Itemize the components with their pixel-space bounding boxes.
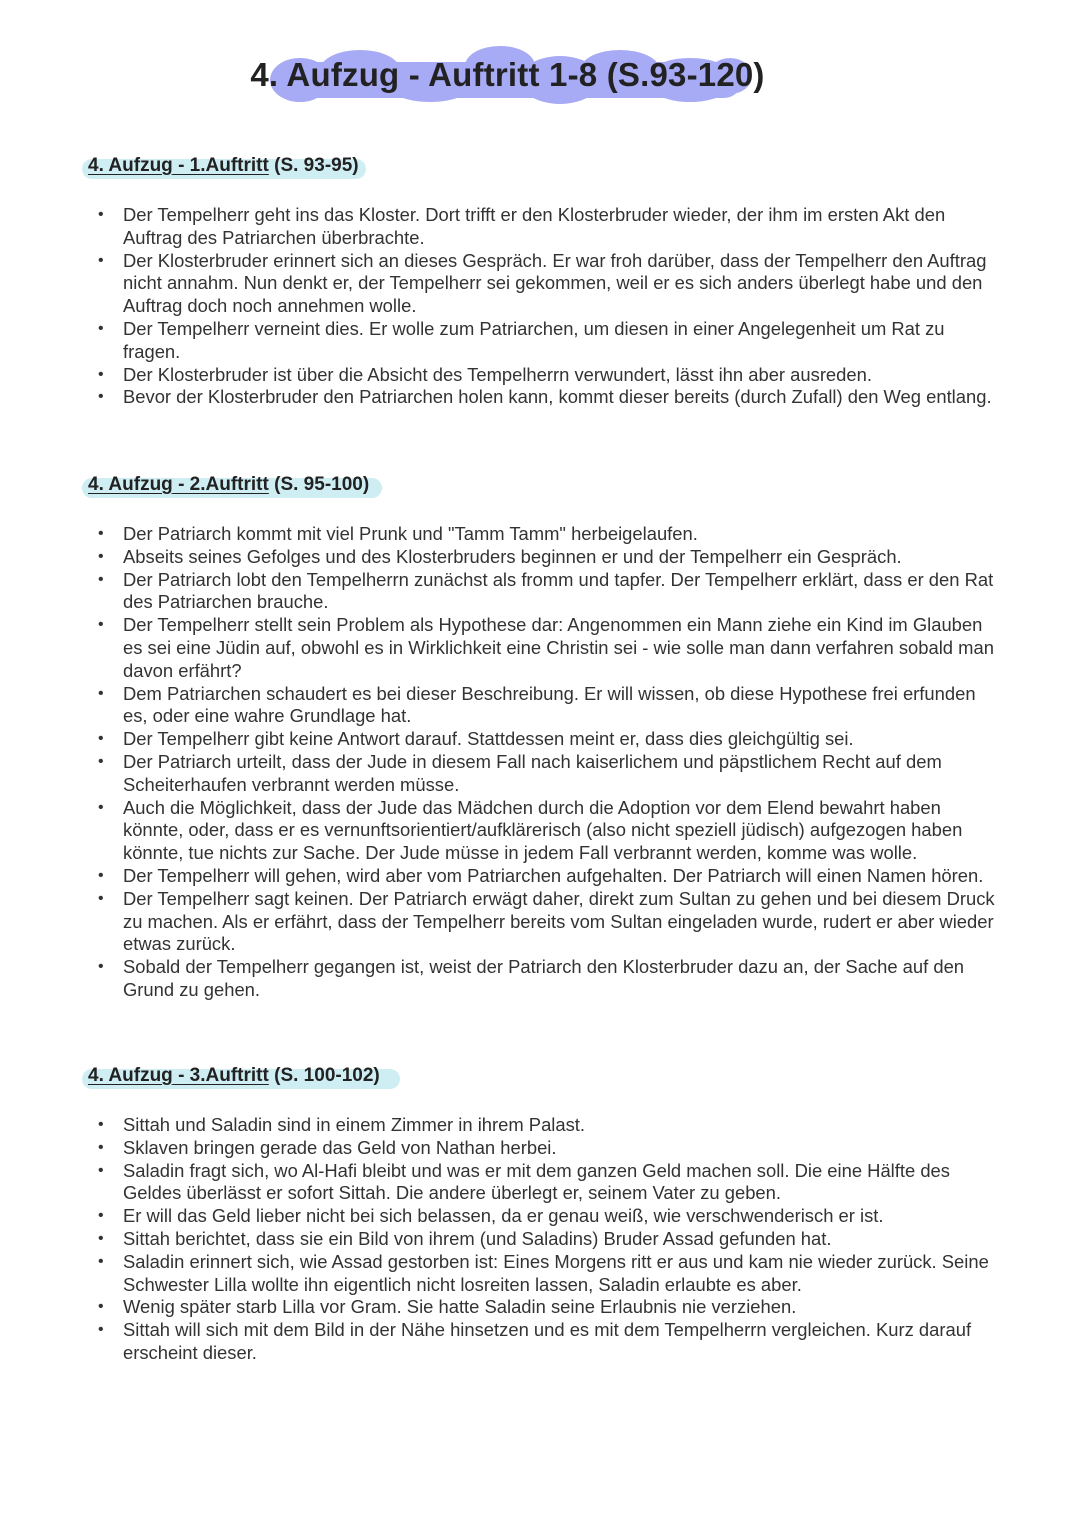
heading-part-aufzug: 4. Aufzug [88, 1065, 173, 1086]
list-item: • Der Patriarch kommt mit viel Prunk und "Tamm Tamm" herbeigelaufen. [98, 523, 698, 544]
bullet-dot: • [98, 547, 104, 565]
heading-part-auftritt: - 2.Auftritt [172, 474, 269, 495]
section-heading [82, 474, 1080, 506]
heading-part-aufzug: 4. Aufzug [88, 474, 173, 495]
bullet-list [0, 204, 1080, 409]
bullet-dot: • [98, 798, 104, 816]
bullet-dot: • [98, 616, 104, 634]
section-heading [82, 1065, 1080, 1097]
bullet-dot: • [98, 206, 104, 223]
bullet-dot: • [98, 1161, 104, 1179]
list-item: • Der Tempelherr stellt sein Problem als Hypothese dar: Angenommen ein Mann ziehe ein Kind im Glauben es sei eine Jüdin auf, obwohl es in Wirklichkeit eine Christin sei - wie solle man dann verfahren sobald man davon erfährt? [98, 614, 994, 681]
heading-part-aufzug: 4. Aufzug [88, 155, 173, 176]
section-auftritt-2 [0, 474, 1080, 1002]
bullet-list [0, 523, 1080, 1002]
bullet-dot: • [98, 319, 104, 337]
bullet-dot: • [98, 1207, 104, 1225]
list-item: • Dem Patriarchen schaudert es bei dieser Beschreibung. Er will wissen, ob diese Hypothese frei erfunden es, oder eine wahre Grundlage hat. [98, 682, 976, 727]
page-title: 4. Aufzug - Auftritt 1-8 (S.93-120) [250, 56, 765, 93]
bullet-dot: • [98, 1138, 104, 1156]
list-item: • Saladin fragt sich, wo Al-Hafi bleibt und was er mit dem ganzen Geld machen soll. Die eine Hälfte des Geldes überlässt er sofort Sittah. Die andere überlegt er, seinem Vater zu geben. [98, 1159, 950, 1204]
heading-part-pages: (S. 93-95) [268, 155, 359, 176]
list-item: • Sittah berichtet, dass sie ein Bild von ihrem (und Saladins) Bruder Assad gefunden hat. [98, 1227, 832, 1249]
bullet-dot: • [98, 1321, 104, 1339]
heading-part-auftritt: - 3.Auftritt [172, 1065, 269, 1086]
list-item: • Der Tempelherr geht ins das Kloster. Dort trifft er den Klosterbruder wieder, der ihm im ersten Akt den Auftrag des Patriarchen überbrachte. [98, 204, 946, 248]
list-item: • Sittah und Saladin sind in einem Zimmer in ihrem Palast. [98, 1114, 586, 1135]
list-item: • Der Tempelherr verneint dies. Er wolle zum Patriarchen, um diesen in einer Angelegenheit um Rat zu fragen. [98, 317, 945, 362]
list-item: • Der Tempelherr sagt keinen. Der Patriarch erwägt daher, direkt zum Sultan zu gehen und bei diesem Druck zu machen. Als er erfährt, dass der Tempelherr bereits vom Sultan eingeladen wurde, rudert er aber wieder etwas zurück. [98, 887, 995, 955]
bullet-dot: • [98, 889, 104, 907]
bullet-dot: • [98, 525, 104, 542]
bullet-dot: • [98, 1252, 104, 1270]
list-item: • Der Klosterbruder erinnert sich an dieses Gespräch. Er war froh darüber, dass der Tempelherr den Auftrag nicht annahm. Nun denkt er, der Tempelherr sei gekommen, weil er es sich anders überlegt habe und den Auftrag doch noch annehmen wolle. [98, 249, 987, 317]
title-block [0, 40, 1080, 115]
heading-part-auftritt: - 1.Auftritt [172, 155, 269, 176]
list-item: • Der Tempelherr will gehen, wird aber vom Patriarchen aufgehalten. Der Patriarch will einen Namen hören. [98, 864, 984, 886]
list-item: • Bevor der Klosterbruder den Patriarchen holen kann, kommt dieser bereits (durch Zufall) den Weg entlang. [98, 386, 992, 408]
list-item: • Der Tempelherr gibt keine Antwort darauf. Stattdessen meint er, dass dies gleichgültig sei. [98, 728, 854, 750]
heading-part-pages: (S. 95-100) [268, 474, 370, 495]
list-item: • Auch die Möglichkeit, dass der Jude das Mädchen durch die Adoption vor dem Elend bewahrt haben könnte, oder, dass er es vernunftsorientiert/aufklärerisch (also nicht speziell jüdisch) aufgezogen haben könnte, tue nichts zur Sache. Der Jude müsse in jedem Fall verbrannt werden, komme was wolle. [98, 796, 963, 864]
section-auftritt-3 [0, 1065, 1080, 1365]
list-item: • Sittah will sich mit dem Bild in der Nähe hinsetzen und es mit dem Tempelherrn vergleichen. Kurz darauf erscheint dieser. [98, 1319, 972, 1363]
list-item: • Abseits seines Gefolges und des Klosterbruders beginnen er und der Tempelherr ein Gespräch. [98, 545, 902, 567]
list-item: • Der Patriarch lobt den Tempelherrn zunächst als fromm und tapfer. Der Tempelherr erklärt, dass er den Rat des Patriarchen brauche. [98, 568, 994, 613]
bullet-dot: • [98, 866, 104, 884]
bullet-dot: • [98, 1116, 104, 1133]
bullet-dot: • [98, 958, 104, 976]
bullet-dot: • [98, 752, 104, 770]
bullet-dot: • [98, 388, 104, 406]
section-auftritt-1 [0, 155, 1080, 409]
list-item: • Der Patriarch urteilt, dass der Jude in diesem Fall nach kaiserlichem und päpstlichem Recht auf dem Scheiterhaufen verbrannt werden müsse. [98, 750, 942, 795]
list-item: • Wenig später starb Lilla vor Gram. Sie hatte Saladin seine Erlaubnis nie verziehen. [98, 1296, 797, 1318]
bullet-dot: • [98, 1298, 104, 1316]
list-item: • Der Klosterbruder ist über die Absicht des Tempelherrn verwundert, lässt ihn aber ausreden. [98, 363, 872, 385]
list-item: • Sobald der Tempelherr gegangen ist, weist der Patriarch den Klosterbruder dazu an, der Sache auf den Grund zu gehen. [98, 956, 965, 1000]
list-item: • Sklaven bringen gerade das Geld von Nathan herbei. [98, 1136, 557, 1158]
bullet-dot: • [98, 730, 104, 748]
bullet-dot: • [98, 365, 104, 383]
bullet-list [0, 1114, 1080, 1365]
heading-part-pages: (S. 100-102) [268, 1065, 380, 1086]
bullet-dot: • [98, 1229, 104, 1247]
section-heading [82, 155, 1080, 187]
list-item: • Saladin erinnert sich, wie Assad gestorben ist: Eines Morgens ritt er aus und kam nie wieder zurück. Seine Schwester Lilla wollte ihn eigentlich nicht losreiten lassen, Saladin erlaubte es aber. [98, 1250, 989, 1295]
list-item: • Er will das Geld lieber nicht bei sich belassen, da er genau weiß, wie verschwenderisch er ist. [98, 1205, 884, 1227]
bullet-dot: • [98, 251, 104, 269]
bullet-dot: • [98, 684, 104, 702]
bullet-dot: • [98, 570, 104, 588]
